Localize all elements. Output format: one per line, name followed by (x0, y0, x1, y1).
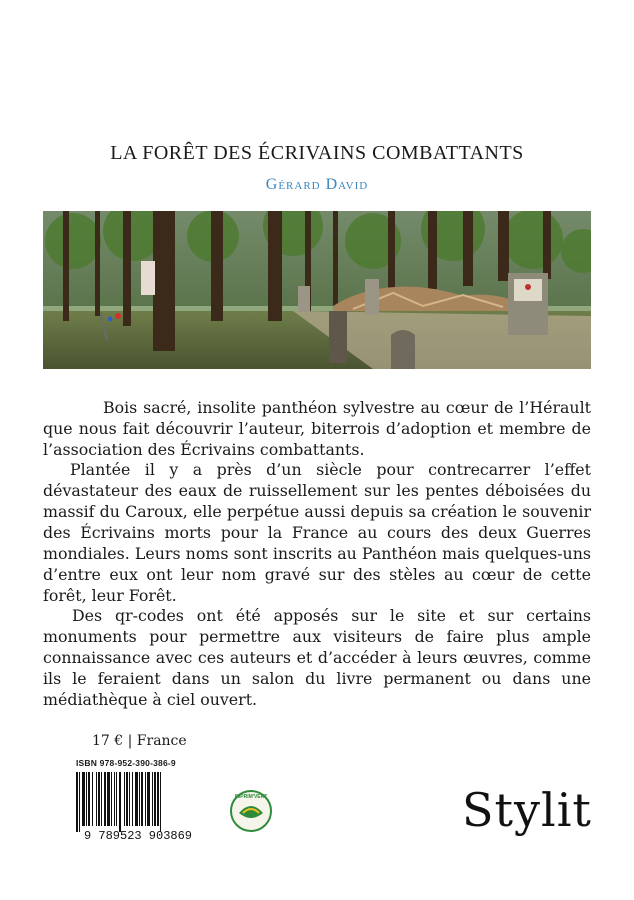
paragraph-3 (43, 605, 591, 710)
author-name: Gérard David (265, 176, 369, 193)
imprim-vert-label: IMPRIM'VERT (234, 794, 268, 800)
forest-photo (43, 211, 591, 369)
isbn-label: ISBN 978-952-390-386-9 (76, 758, 176, 768)
price-label: 17 € | France (92, 733, 187, 749)
book-title: LA FORÊT DES ÉCRIVAINS COMBATTANTS (110, 142, 524, 164)
barcode-digits: 9 789523 903869 (83, 829, 193, 842)
imprim-vert-logo (229, 789, 273, 837)
paragraph-2-text: Plantée il y a près d’un siècle pour contrecarrer l’effet dévastateur des eaux de ruissellement sur les pentes déboisées du massif du Caroux, elle perpétue aussi depuis sa création le souvenir des Écrivains morts pour la France au cours des deux Guerres mondiales. Leurs noms sont inscrits au Panthéon mais quelques-uns d’entre eux ont leur nom gravé sur des stèles au cœur de cette forêt, leur Forêt. (43, 460, 591, 605)
barcode (64, 770, 212, 846)
paragraph-1 (43, 397, 591, 460)
publisher-logo: Stylit (462, 783, 592, 837)
paragraph-1-text: Bois sacré, insolite panthéon sylvestre au cœur de l’Hérault que nous fait découvrir l’auteur, biterrois d’adoption et membre de l’association des Écrivains combattants. (43, 398, 591, 459)
paragraph-3-text: Des qr-codes ont été apposés sur le site et sur certains monuments pour permettre aux visiteurs de faire plus ample connaissance avec ces auteurs et d’accéder à leurs œuvres, comme ils le feraient dans un salon du livre permanent ou dans une médiathèque à ciel ouvert. (43, 606, 591, 709)
paragraph-2 (43, 459, 591, 606)
